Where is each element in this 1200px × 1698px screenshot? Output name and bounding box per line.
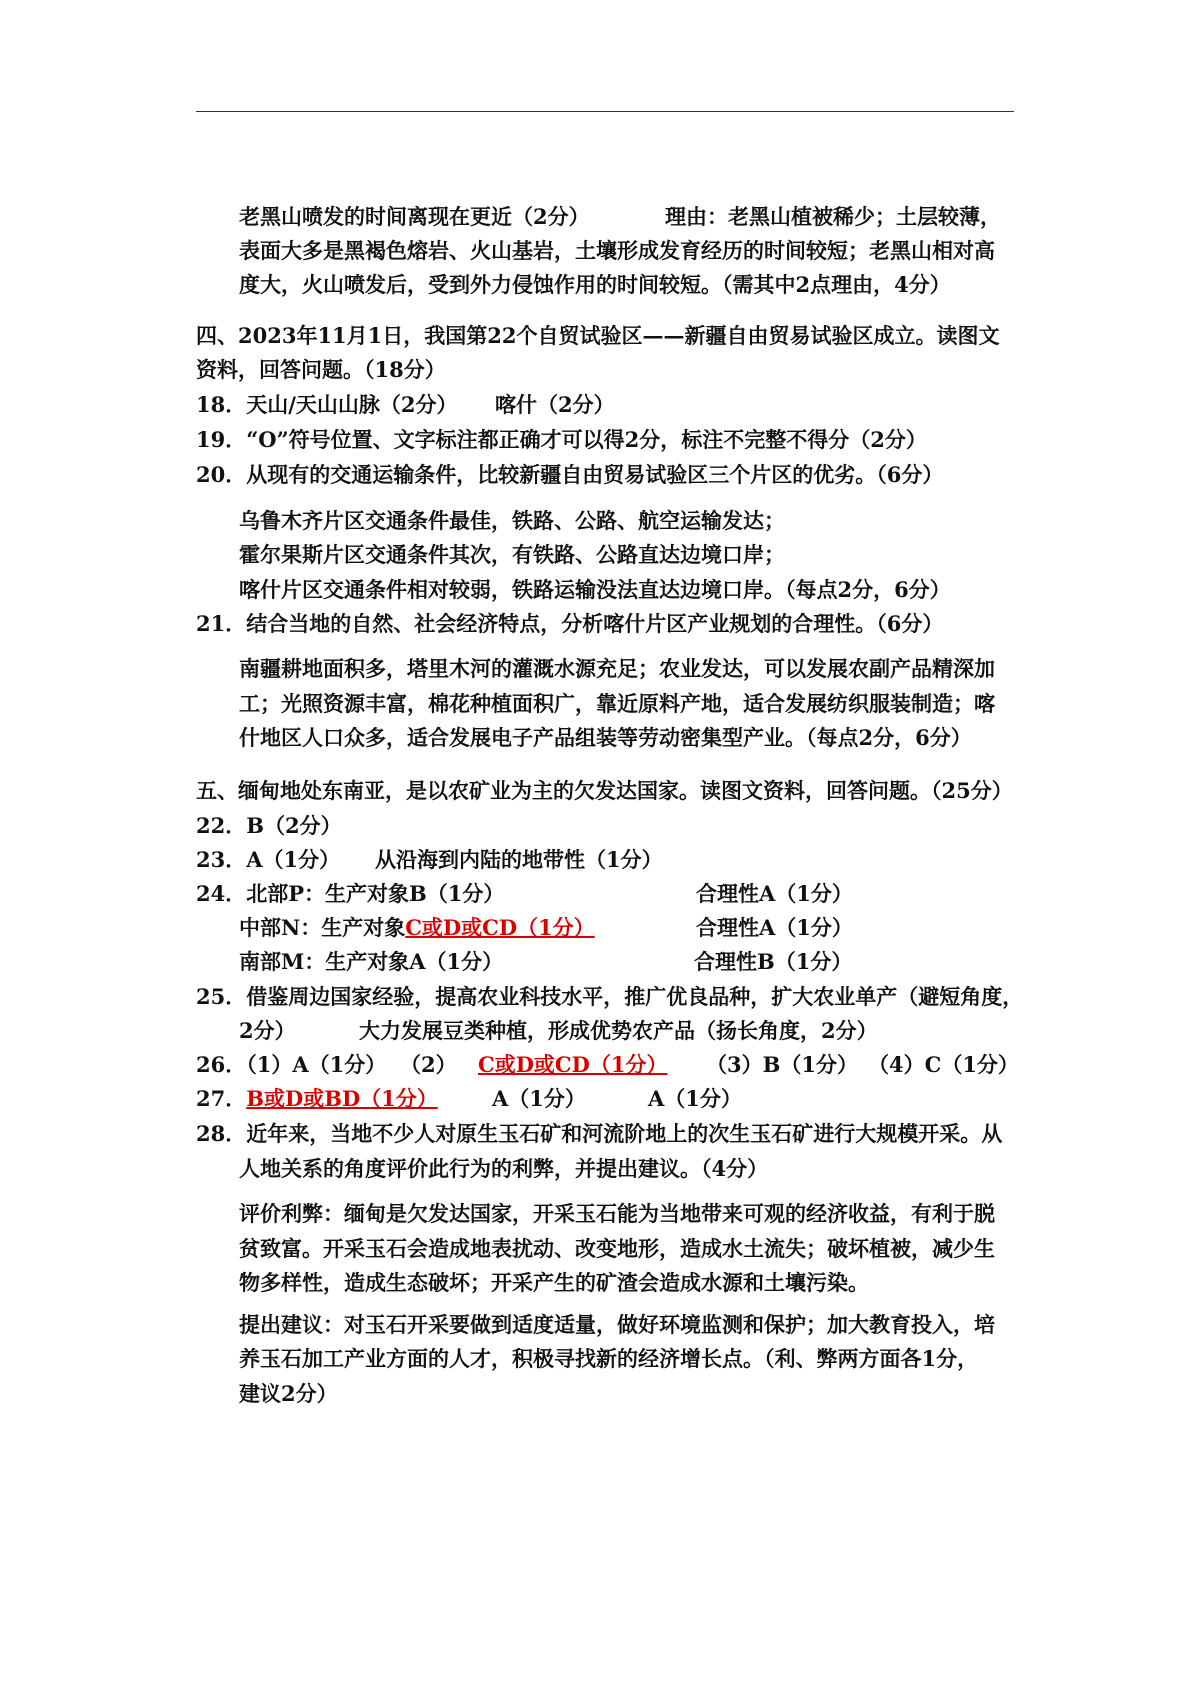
question-line: （4）C（1分）	[868, 1052, 1019, 1077]
question-line: 合理性B（1分）	[694, 949, 853, 974]
answer-line: 什地区人口众多，适合发展电子产品组装等劳动密集型产业。（每点2分，6分）	[239, 725, 972, 750]
answer-label: 中部N：生产对象	[239, 915, 406, 940]
question-line: （3）B（1分）	[706, 1052, 858, 1077]
question-line: 22．B（2分）	[196, 813, 342, 838]
section-heading: 四、2023年11月1日，我国第22个自贸试验区——新疆自由贸易试验区成立。读图文	[196, 323, 1000, 348]
answer-line: 表面大多是黑褐色熔岩、火山基岩，土壤形成发育经历的时间较短；老黑山相对高	[239, 238, 995, 263]
question-line: 2分）	[239, 1018, 296, 1043]
answer-line: 建议2分）	[239, 1381, 338, 1406]
answer-line: 理由：老黑山植被稀少；土层较薄，	[665, 204, 1001, 229]
question-line: 喀什（2分）	[495, 392, 615, 417]
question-line: 24．北部P：生产对象B（1分）	[196, 881, 505, 906]
answer-line: 工；光照资源丰富，棉花种植面积广，靠近原料产地，适合发展纺织服装制造；喀	[239, 691, 995, 716]
question-line	[196, 1085, 438, 1113]
answer-line: 物多样性，造成生态破坏；开采产生的矿渣会造成水源和土壤污染。	[239, 1270, 869, 1295]
section-heading: 五、缅甸地处东南亚，是以农矿业为主的欠发达国家。读图文资料，回答问题。（25分）	[196, 778, 1013, 803]
answer-line: 评价利弊：缅甸是欠发达国家，开采玉石能为当地带来可观的经济收益，有利于脱	[239, 1201, 995, 1226]
question-line: 人地关系的角度评价此行为的利弊，并提出建议。（4分）	[239, 1156, 769, 1181]
corrected-answer: C或D或CD（1分）	[478, 1052, 668, 1077]
question-line: （2）	[400, 1052, 457, 1077]
answer-line: 霍尔果斯片区交通条件其次，有铁路、公路直达边境口岸；	[239, 542, 785, 567]
answer-line: 提出建议：对玉石开采要做到适度适量，做好环境监测和保护；加大教育投入，培	[239, 1312, 995, 1337]
question-line: 21．结合当地的自然、社会经济特点，分析喀什片区产业规划的合理性。（6分）	[196, 611, 944, 636]
question-line: 18．天山/天山山脉（2分）	[196, 392, 458, 417]
answer-line: 养玉石加工产业方面的人才，积极寻找新的经济增长点。（利、弊两方面各1分，	[239, 1346, 979, 1371]
question-line: 合理性A（1分）	[696, 881, 853, 906]
question-line: 23．A（1分）	[196, 847, 341, 872]
question-line: 20．从现有的交通运输条件，比较新疆自由贸易试验区三个片区的优劣。（6分）	[196, 462, 944, 487]
corrected-answer: B或D或BD（1分）	[246, 1086, 438, 1111]
question-line: 28．近年来，当地不少人对原生玉石矿和河流阶地上的次生玉石矿进行大规模开采。从	[196, 1121, 1003, 1146]
question-line	[239, 914, 595, 942]
answer-line: 老黑山喷发的时间离现在更近（2分）	[239, 204, 590, 229]
question-line: 26．（1）A（1分）	[196, 1052, 387, 1077]
question-line: A（1分）	[492, 1086, 586, 1111]
question-line: 25．借鉴周边国家经验，提高农业科技水平，推广优良品种，扩大农业单产（避短角度，	[196, 984, 1024, 1009]
answer-line: 南疆耕地面积多，塔里木河的灌溉水源充足；农业发达，可以发展农副产品精深加	[239, 656, 995, 681]
answer-line: 喀什片区交通条件相对较弱，铁路运输没法直达边境口岸。（每点2分，6分）	[239, 577, 951, 602]
question-line: 大力发展豆类种植，形成优势农产品（扬长角度，2分）	[359, 1018, 878, 1043]
answer-line: 贫致富。开采玉石会造成地表扰动、改变地形，造成水土流失；破坏植被，减少生	[239, 1236, 995, 1261]
question-line: 从沿海到内陆的地带性（1分）	[375, 847, 663, 872]
answer-line: 度大，火山喷发后，受到外力侵蚀作用的时间较短。（需其中2点理由，4分）	[239, 272, 951, 297]
corrected-answer: C或D或CD（1分）	[405, 915, 595, 940]
answer-line: 乌鲁木齐片区交通条件最佳，铁路、公路、航空运输发达；	[239, 508, 785, 533]
question-line: 19．“O”符号位置、文字标注都正确才可以得2分，标注不完整不得分（2分）	[196, 427, 927, 452]
header-rule	[196, 111, 1014, 112]
question-line: 南部M：生产对象A（1分）	[239, 949, 504, 974]
question-number: 27．	[196, 1086, 247, 1111]
question-line: 合理性A（1分）	[696, 915, 853, 940]
section-heading: 资料，回答问题。（18分）	[196, 357, 446, 382]
question-line: A（1分）	[648, 1086, 742, 1111]
